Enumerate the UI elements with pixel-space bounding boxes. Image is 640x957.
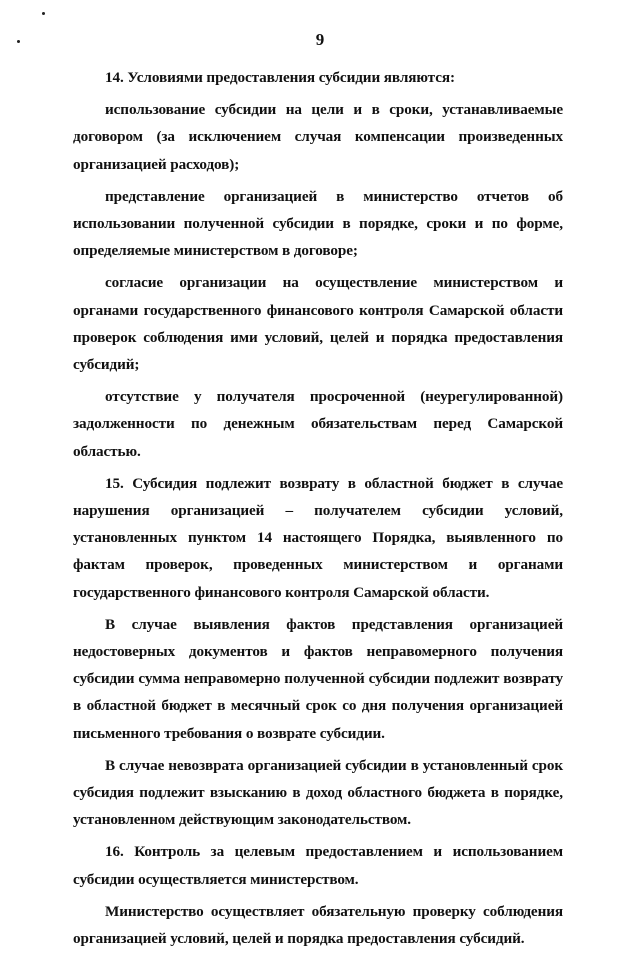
paragraph-16-control: 16. Контроль за целевым предоставлением и использованием субсидии осуществляется министерством. [73, 843, 563, 888]
paragraph-15-refund: 15. Субсидия подлежит возврату в областной бюджет в случае нарушения организацией – получателем субсидии условий, установленных пунктом 14 настоящего Порядка, выявленного по фактам проверок, проведенных министерством и органами государственного финансового контроля Самарской области. [73, 474, 563, 601]
scan-speck [42, 12, 45, 15]
document-body [73, 64, 563, 957]
paragraph-condition-no-debt: отсутствие у получателя просроченной (неурегулированной) задолженности по денежным обязательствам перед Самарской областью. [73, 388, 563, 460]
paragraph-mandatory-check: Министерство осуществляет обязательную проверку соблюдения организацией условий, целей и порядка предоставления субсидий. [73, 902, 563, 948]
paragraph-14-heading: 14. Условиями предоставления субсидии являются: [105, 69, 455, 86]
paragraph-condition-consent: согласие организации на осуществление министерством и органами государственного финансового контроля Самарской области проверок соблюдения ими условий, целей и порядка предоставления субсидий; [73, 274, 563, 374]
paragraph-condition-purpose: использование субсидии на цели и в сроки, устанавливаемые договором (за исключением случая компенсации произведенных организацией расходов); [73, 101, 563, 173]
paragraph-false-documents: В случае выявления фактов представления организацией недостоверных документов и фактов неправомерного получения субсидии сумма неправомерно полученной субсидии подлежит возврату в областной бюджет в месячный срок со дня получения организацией письменного требования о возврате субсидии. [73, 615, 563, 742]
paragraph-condition-reports: представление организацией в министерство отчетов об использовании полученной субсидии в порядке, сроки и по форме, определяемые министерством в договоре; [73, 187, 563, 260]
paragraph-non-return: В случае невозврата организацией субсидии в установленный срок субсидия подлежит взысканию в доход областного бюджета в порядке, установленном действующим законодательством. [73, 756, 563, 829]
page-number: 9 [315, 30, 325, 49]
